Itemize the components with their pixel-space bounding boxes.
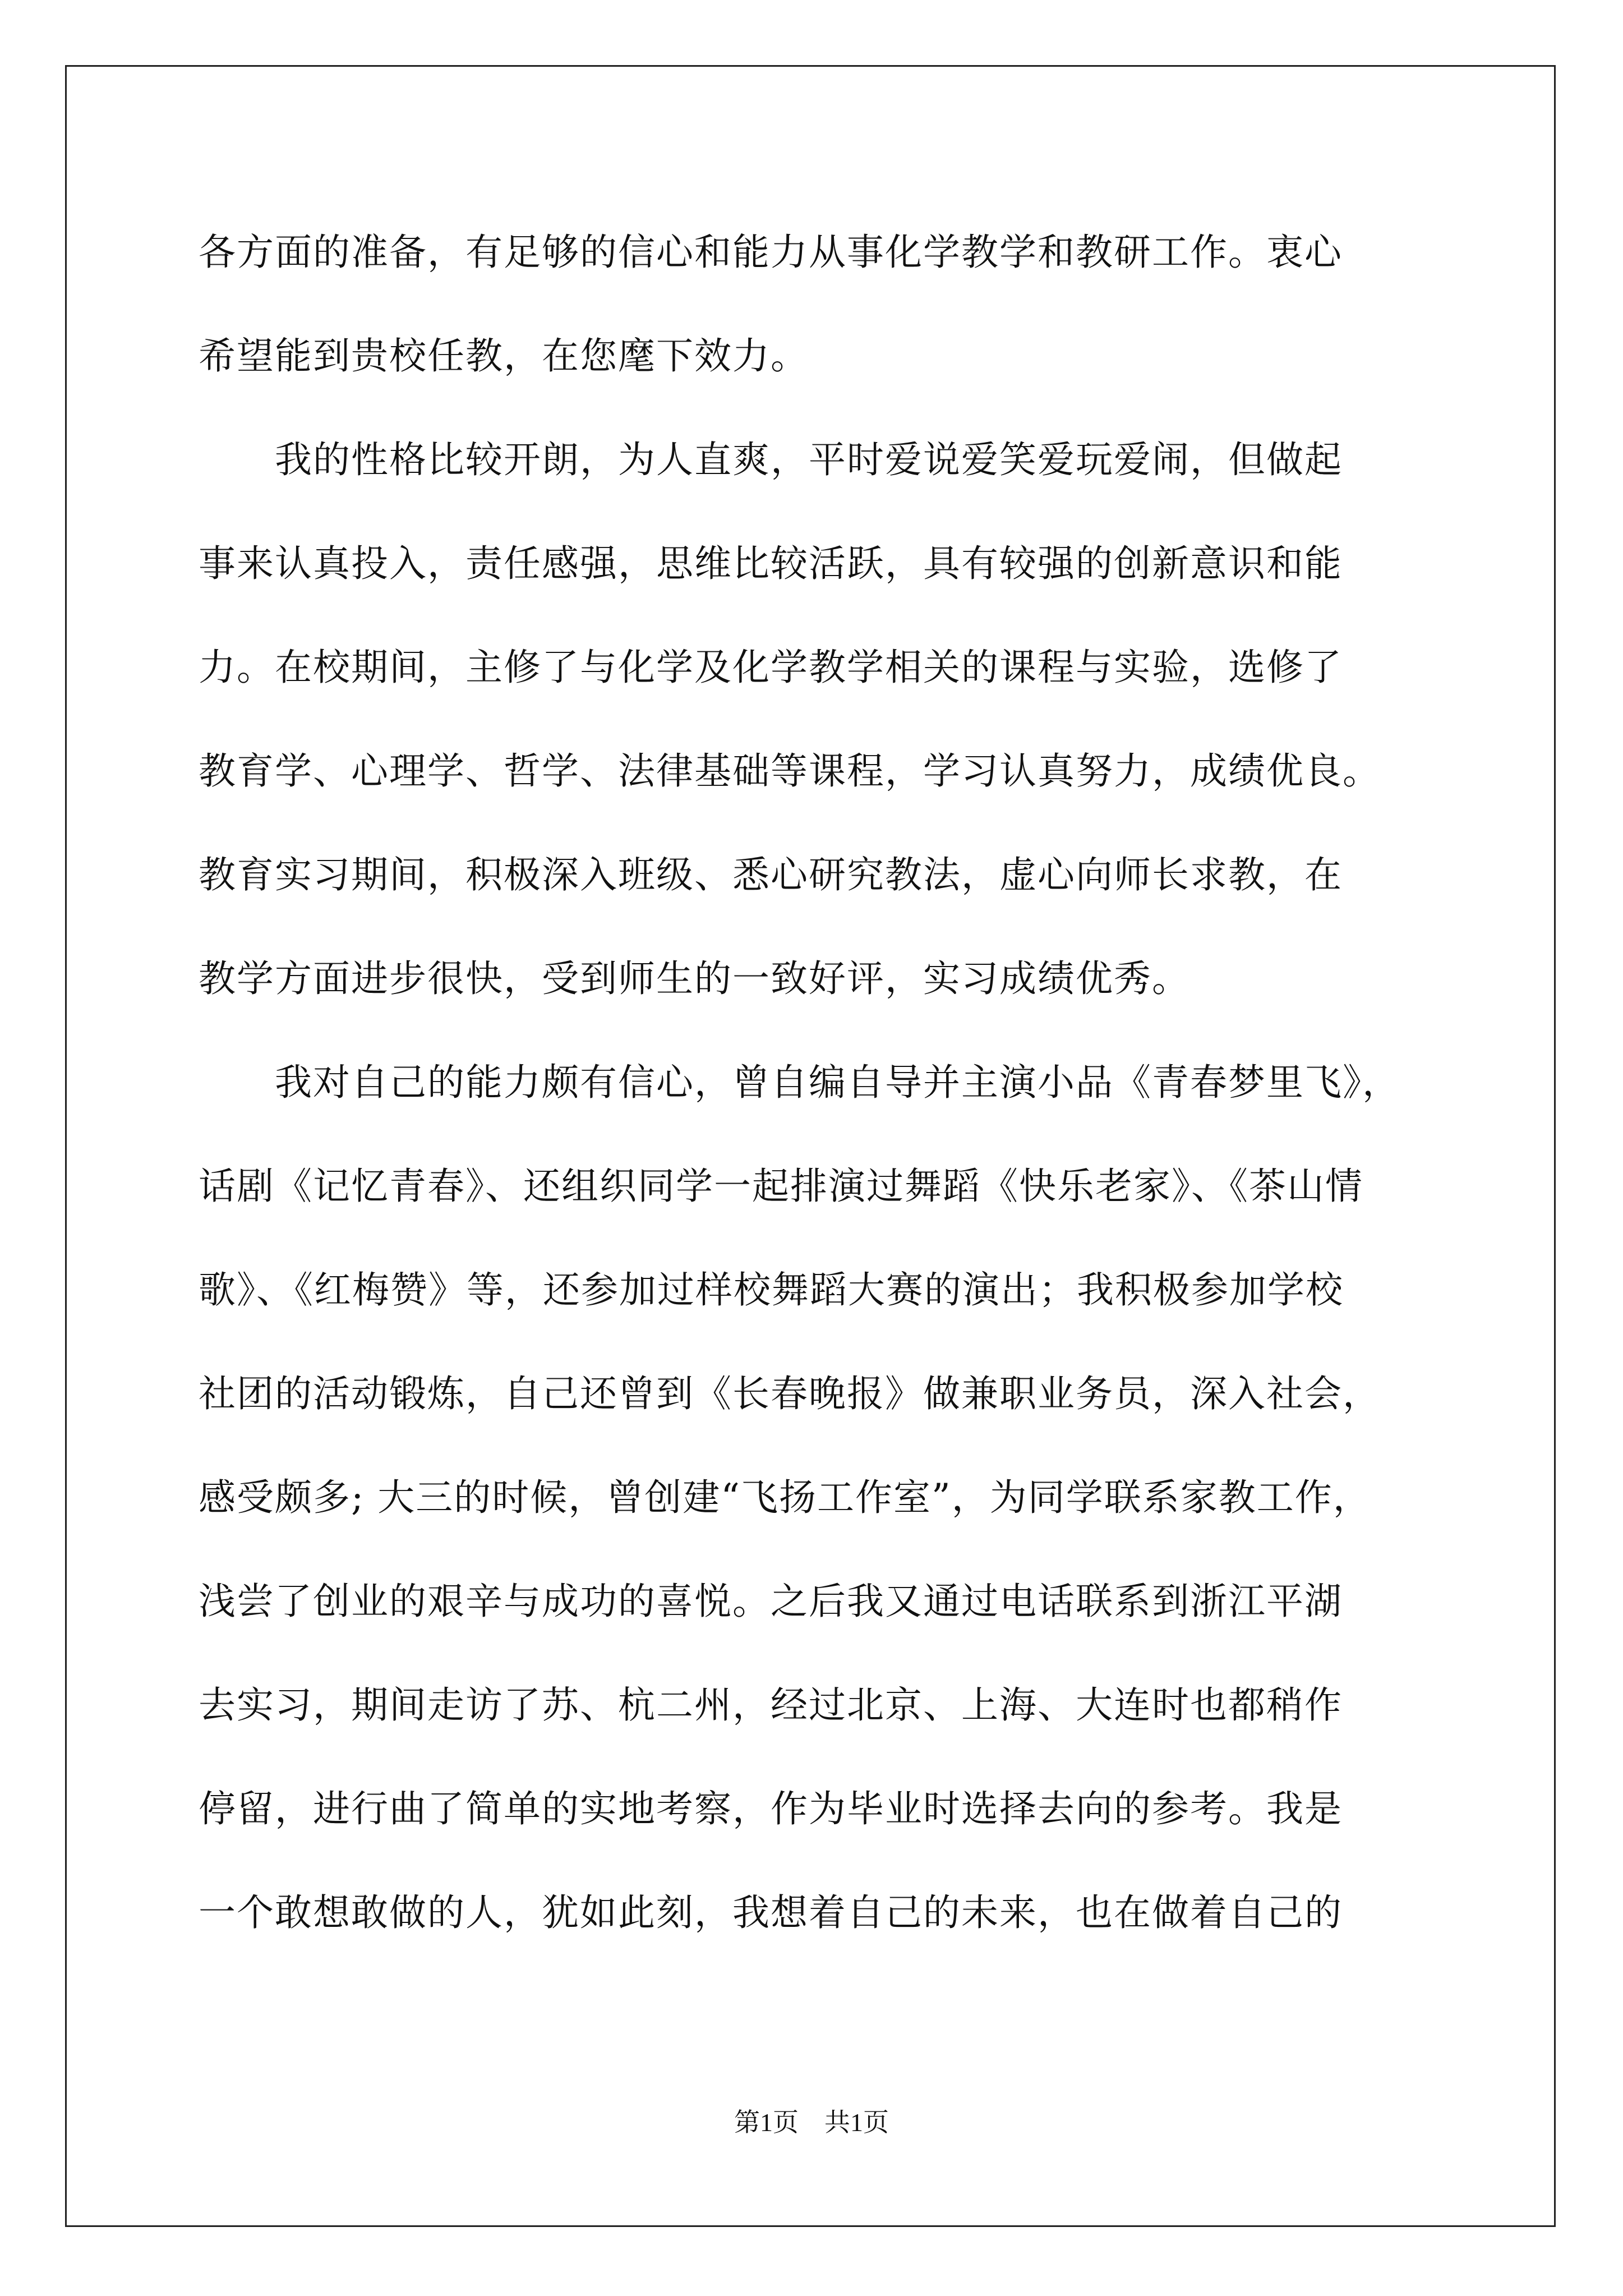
text-line: 感受颇多; 大三的时候，曾创建“飞扬工作室”，为同学联系家教工作， — [199, 1476, 1371, 1519]
text-line: 一个敢想敢做的人，犹如此刻，我想着自己的未来，也在做着自己的 — [199, 1891, 1343, 1934]
text-line: 我对自己的能力颇有信心，曾自编自导并主演小品《青春梦里飞》， — [199, 1061, 1400, 1104]
text-line: 力。在校期间，主修了与化学及化学教学相关的课程与实验，选修了 — [199, 646, 1343, 689]
text-line: 我的性格比较开朗，为人直爽，平时爱说爱笑爱玩爱闹，但做起 — [199, 438, 1343, 481]
text-line: 教育实习期间，积极深入班级、悉心研究教法，虚心向师长求教，在 — [199, 853, 1343, 896]
text-line: 社团的活动锻炼，自己还曾到《长春晚报》做兼职业务员，深入社会， — [199, 1372, 1381, 1415]
text-line: 浅尝了创业的艰辛与成功的喜悦。之后我又通过电话联系到浙江平湖 — [199, 1580, 1343, 1623]
text-line: 话剧《记忆青春》、还组织同学一起排演过舞蹈《快乐老家》、《茶山情 — [199, 1165, 1363, 1208]
text-line: 歌》、《红梅赞》等，还参加过样校舞蹈大赛的演出；我积极参加学校 — [199, 1268, 1344, 1312]
text-line: 去实习，期间走访了苏、杭二州，经过北京、上海、大连时也都稍作 — [199, 1683, 1343, 1727]
text-line: 事来认真投入，责任感强，思维比较活跃，具有较强的创新意识和能 — [199, 542, 1343, 585]
text-line: 教学方面进步很快，受到师生的一致好评，实习成绩优秀。 — [199, 957, 1190, 1000]
text-line: 希望能到贵校任教，在您麾下效力。 — [199, 334, 809, 378]
page-number-footer: 第1页 共1页 — [734, 2108, 889, 2137]
text-line: 教育学、心理学、哲学、法律基础等课程，学习认真努力，成绩优良。 — [199, 749, 1381, 793]
text-line: 停留，进行曲了简单的实地考察，作为毕业时选择去向的参考。我是 — [199, 1787, 1343, 1830]
text-line: 各方面的准备，有足够的信心和能力从事化学教学和教研工作。衷心 — [199, 231, 1343, 274]
